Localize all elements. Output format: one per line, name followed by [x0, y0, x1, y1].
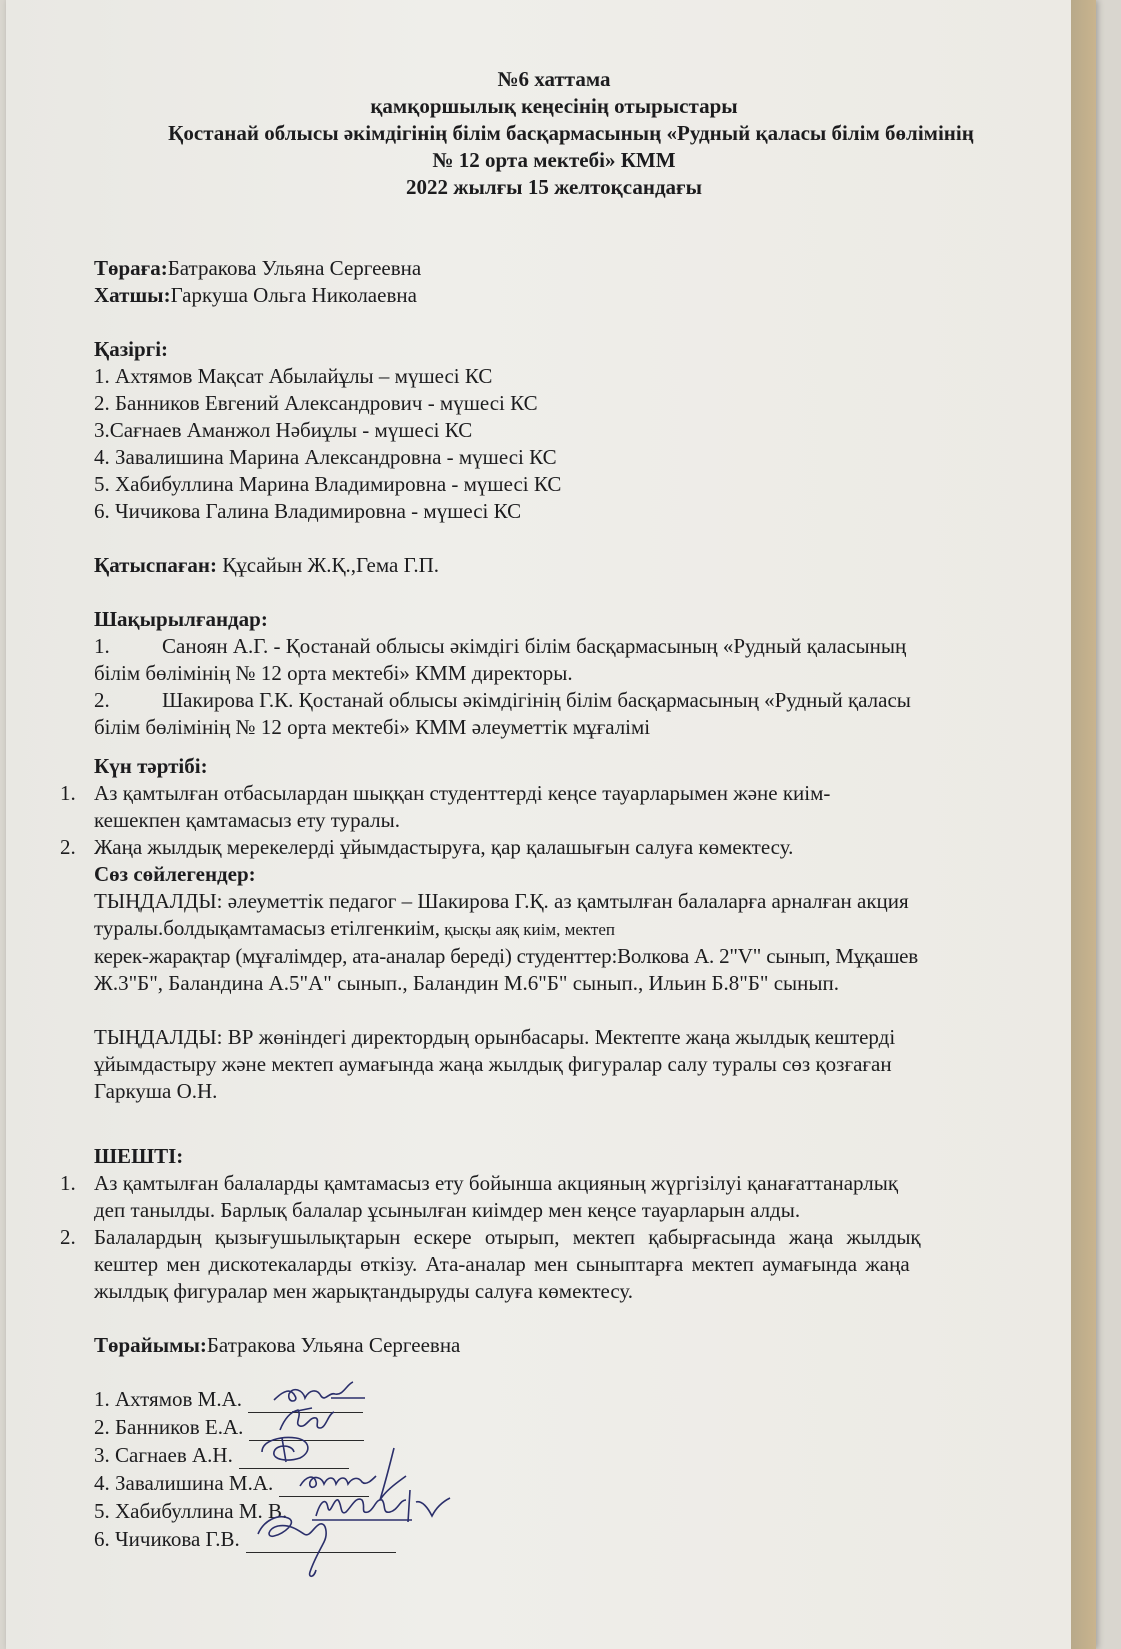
decision-item	[60, 1224, 1014, 1305]
signature-row	[94, 1470, 1014, 1498]
speaker-paragraph-1	[94, 888, 1014, 997]
decision-text: деп танылды. Барлық балалар ұсынылған киімдер мен кеңсе тауарларын алды.	[94, 1198, 801, 1222]
invited-num: 1.	[94, 634, 110, 658]
speaker-text: ұйымдастыру және мектеп аумағында жаңа жылдық фигуралар салу туралы сөз қозғаған	[94, 1052, 892, 1076]
chairwoman-label: Төрайымы:	[94, 1333, 207, 1357]
invited-item-1	[94, 633, 1014, 660]
decision-text: жылдық фигуралар мен жарықтандыруды салуға көмектесу.	[94, 1279, 634, 1303]
present-heading	[94, 336, 1014, 363]
present-item: 5. Хабибуллина Марина Владимировна - мүшесі КС	[94, 472, 562, 496]
header-line-4: № 12 орта мектебі» КММ	[432, 148, 676, 172]
absent-value: Құсайын Ж.Қ.,Гема Г.П.	[216, 553, 440, 577]
invited-list	[94, 633, 1014, 741]
present-item: 1. Ахтямов Мақсат Абылайұлы – мүшесі КС	[94, 364, 493, 388]
speaker-text: керек-жарақтар (мұғалімдер, ата-аналар береді) студенттер:Волкова А. 2"V" сынып, Мұқашев	[94, 944, 919, 968]
decision-num: 2.	[60, 1225, 76, 1249]
agenda-text: кешекпен қамтамасыз ету туралы.	[94, 808, 400, 832]
decision-num: 1.	[60, 1171, 76, 1195]
signature-row	[94, 1498, 1014, 1526]
decision-text: кештер мен дискотекаларды өткізу. Ата-аналар мен сыныптарға мектеп аумағында жаңа	[94, 1252, 910, 1276]
signature-row	[94, 1442, 1014, 1470]
speaker-text-small: қысқы аяқ киім, мектеп	[439, 920, 615, 939]
decision-text: Балалардың қызығушылықтарын ескере отырып, мектеп қабырғасында жаңа жылдық	[94, 1225, 921, 1249]
header-line-1: №6 хаттама	[497, 67, 611, 91]
present-item: 2. Банников Евгений Александрович - мүшесі КС	[94, 391, 538, 415]
chairwoman-line	[94, 1332, 1014, 1359]
present-item: 4. Завалишина Марина Александровна - мүшесі КС	[94, 445, 557, 469]
agenda-list	[60, 780, 1014, 861]
signature-row	[94, 1526, 1014, 1554]
absent-line	[94, 552, 1014, 579]
agenda-text: Аз қамтылған отбасылардан шыққан студенттерді кеңсе тауарларымен және киім-	[94, 781, 831, 805]
paper-edge	[1071, 0, 1096, 1649]
decision-item	[60, 1170, 1014, 1224]
absent-label: Қатыспаған:	[94, 553, 217, 577]
speaker-text: ТЫҢДАЛДЫ: әлеуметтік педагог – Шакирова Г.Қ. аз қамтылған балаларға арналған акция	[94, 889, 909, 913]
signature-row	[94, 1414, 1014, 1442]
agenda-item	[60, 780, 1014, 834]
agenda-text: Жаңа жылдық мерекелерді ұйымдастыруға, қар қалашығын салуға көмектесу.	[94, 835, 794, 859]
document-content	[60, 66, 1014, 1554]
signatory-name: 1. Ахтямов М.А.	[94, 1387, 242, 1411]
header-line-2: қамқоршылық кеңесінің отырыстары	[370, 94, 738, 118]
speaker-text: Гаркуша О.Н.	[94, 1079, 218, 1103]
speaker-text: туралы.болдықамтамасыз етілгенкиім,	[94, 916, 440, 940]
invited-item-2	[94, 687, 1014, 714]
secretary-line	[94, 282, 1014, 309]
speaker-paragraph-2	[94, 1024, 1014, 1105]
chair-line	[94, 255, 1014, 282]
chair-value: Батракова Ульяна Сергеевна	[167, 256, 422, 280]
speaker-text-mixed	[94, 915, 1014, 943]
document-page	[6, 0, 1096, 1649]
signatory-name: 2. Банников Е.А.	[94, 1415, 244, 1439]
chairwoman-value: Батракова Ульяна Сергеевна	[206, 1333, 461, 1357]
decision-heading	[94, 1143, 1014, 1170]
decision-list	[60, 1170, 1014, 1305]
document-header	[94, 66, 1014, 201]
speaker-text: ТЫҢДАЛДЫ: ВР жөніндегі директордың орынбасары. Мектепте жаңа жылдық кештерді	[94, 1025, 896, 1049]
header-line-5: 2022 жылғы 15 желтоқсандағы	[405, 175, 702, 199]
signatory-name: 3. Сагнаев А.Н.	[94, 1443, 233, 1467]
decision-text: Аз қамтылған балаларды қамтамасыз ету бойынша акцияның жүргізілуі қанағаттанарлық	[94, 1171, 899, 1195]
agenda-item	[60, 834, 1014, 861]
header-line-3: Қостанай облысы әкімдігінің білім басқармасының «Рудный қаласы білім бөлімінің	[168, 121, 974, 145]
invited-label: Шақырылғандар:	[94, 607, 268, 631]
speaker-text: Ж.3"Б", Баландина А.5"А" сынып., Баландин М.6"Б" сынып., Ильин Б.8"Б" сынып.	[94, 971, 839, 995]
invited-item-1-cont: білім бөлімінің № 12 орта мектебі» КММ директоры.	[94, 661, 573, 685]
signatory-name: 5. Хабибуллина М. В.	[94, 1499, 288, 1523]
signatory-name: 4. Завалишина М.А.	[94, 1471, 274, 1495]
signature-list	[94, 1386, 1014, 1554]
agenda-label: Күн тәртібі:	[94, 754, 208, 778]
invited-heading	[94, 606, 1014, 633]
present-list	[94, 363, 1014, 525]
agenda-num: 2.	[60, 835, 76, 859]
secretary-value: Гаркуша Ольга Николаевна	[170, 283, 417, 307]
signature-mark	[244, 1504, 374, 1584]
signature-row	[94, 1386, 1014, 1414]
invited-text: Саноян А.Г. - Қостанай облысы әкімдігі білім басқармасының «Рудный қаласының	[162, 634, 907, 658]
agenda-heading	[94, 753, 1014, 780]
decision-label: ШЕШТІ:	[94, 1144, 184, 1168]
present-item: 6. Чичикова Галина Владимировна - мүшесі КС	[94, 499, 522, 523]
invited-num: 2.	[94, 688, 110, 712]
invited-text: Шакирова Г.К. Қостанай облысы әкімдігінің білім басқармасының «Рудный қаласы	[162, 688, 911, 712]
speakers-heading	[94, 861, 1014, 888]
signatory-name: 6. Чичикова Г.В.	[94, 1527, 240, 1551]
present-item: 3.Сағнаев Аманжол Нәбиұлы - мүшесі КС	[94, 418, 473, 442]
present-label: Қазіргі:	[94, 337, 169, 361]
secretary-label: Хатшы:	[94, 283, 171, 307]
invited-item-2-cont: білім бөлімінің № 12 орта мектебі» КММ әлеуметтік мұғалімі	[94, 715, 651, 739]
chair-label: Төраға:	[94, 256, 168, 280]
agenda-num: 1.	[60, 781, 76, 805]
speakers-label: Сөз сөйлегендер:	[94, 862, 256, 886]
